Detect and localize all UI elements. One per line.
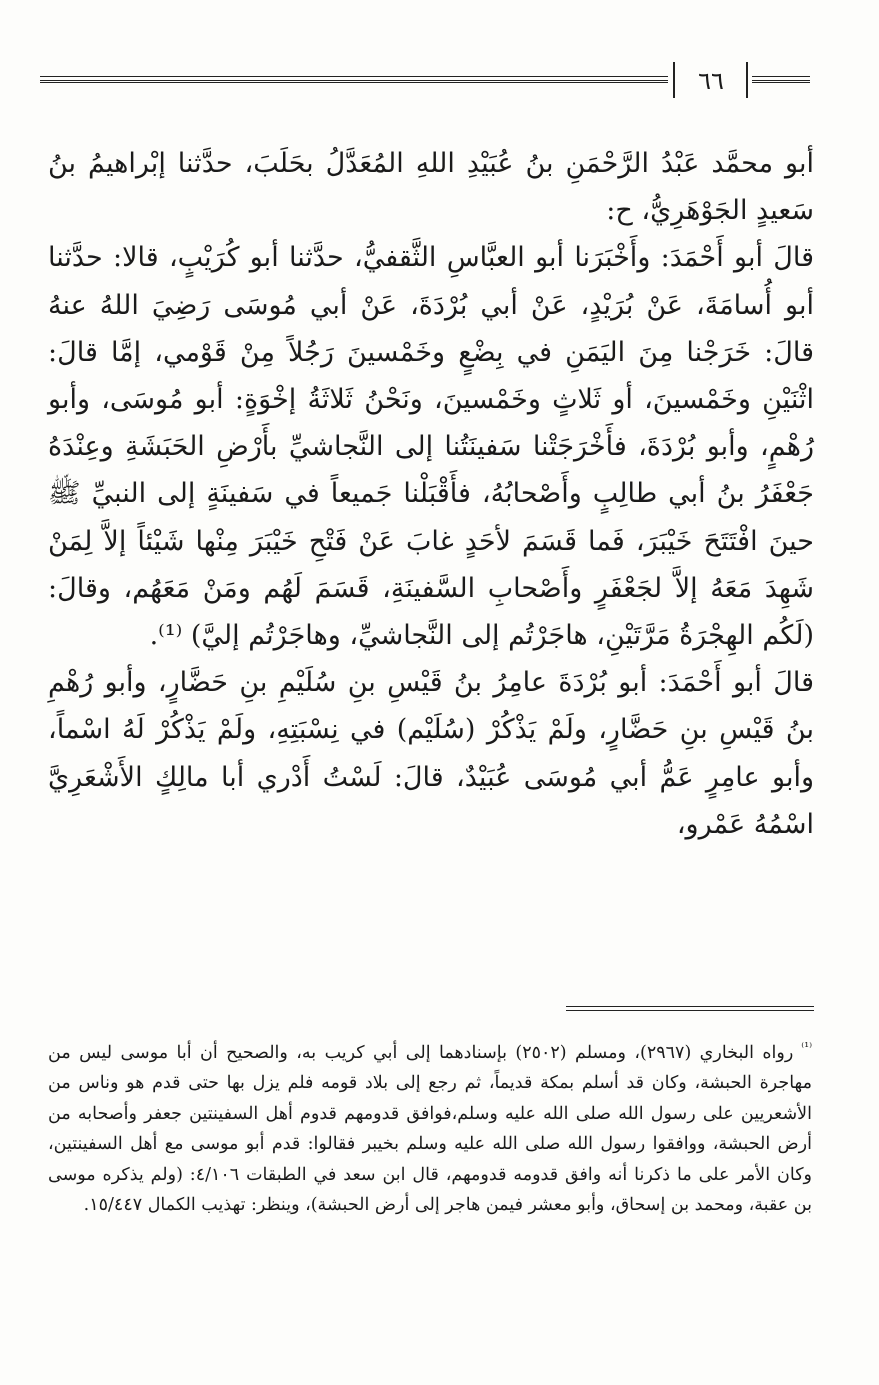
header-bar-left: [673, 62, 675, 98]
footnote-text: رواه البخاري (٢٩٦٧)، ومسلم (٢٥٠٢) بإسنادهما إلى أبي كريب به، والصحيح أن أبا موسى ليس من مهاجرة الحبشة، وكان قد أسلم بمكة قديماً، ثم رجع إلى بلاد قومه فلم يزل بها حتى قدم هو وناس من الأشعريين على رسول الله صلى الله عليه وسلم،فوافق قدومهم قدوم أهل السفينتين جعفر وأصحابه من أرض الحبشة، ووافقوا رسول الله صلى الله عليه وسلم بخيبر فقالوا: قدم أبو موسى مع أهل السفينتين، وكان الأمر على ما ذكرنا أنه وافق قدومه قدومهم، قال ابن سعد في الطبقات ٤/١٠٦: (ولم يذكره موسى بن عقبة، ومحمد بن إسحاق، وأبو معشر فيمن هاجر إلى أرض الحبشة)، وينظر: تهذيب الكمال ١٥/٤٤٧.: [48, 1042, 813, 1216]
paragraph-1: أبو محمَّد عَبْدُ الرَّحْمَنِ بنُ عُبَيْدِ اللهِ المُعَدَّلُ بحَلَبَ، حدَّثنا إبْراهيمُ بنُ سَعيدٍ الجَوْهَرِيُّ، ح:: [48, 148, 814, 227]
header-bar-right: [746, 62, 748, 98]
footnotes: [48, 1032, 812, 1221]
footnote-1: [48, 1032, 812, 1221]
main-text: [48, 140, 814, 848]
paragraph-2: قالَ أبو أَحْمَدَ: وأَخْبَرَنا أبو العبَّاسِ الثَّقفيُّ، حدَّثنا أبو كُرَيْبٍ، قالا: حدَّثنا أبو أُسامَةَ، عَنْ بُرَيْدٍ، عَنْ أبي بُرْدَةَ، عَنْ أبي مُوسَى رَضِيَ اللهُ عنهُ قالَ: خَرَجْنا مِنَ اليَمَنِ في بِضْعٍ وخَمْسينَ رَجُلاً مِنْ قَوْمي، إمَّا قالَ: اثْنَيْنِ وخَمْسينَ، أو ثَلاثٍ وخَمْسينَ، ونَحْنُ ثَلاثَةُ إخْوَةٍ: أبو مُوسَى، وأبو رُهْمٍ، وأبو بُرْدَةَ، فأَخْرَجَتْنا سَفينَتُنا إلى النَّجاشيِّ بأَرْضِ الحَبَشَةِ وعِنْدَهُ جَعْفَرُ بنُ أبي طالِبٍ وأَصْحابُهُ، فأَقْبَلْنا جَميعاً في سَفينَةٍ إلى النبيِّ ﷺ حينَ افْتَتَحَ خَيْبَرَ، فَما قَسَمَ لأحَدٍ غابَ عَنْ فَتْحِ خَيْبَرَ مِنْها شَيْئاً إلاَّ لِمَنْ شَهِدَ مَعَهُ إلاَّ لجَعْفَرٍ وأَصْحابِ السَّفينَةِ، قَسَمَ لَهُم ومَنْ مَعَهُم، وقالَ: (لَكُم الهِجْرَةُ مَرَّتَيْنِ، هاجَرْتُم إلى النَّجاشيِّ، وهاجَرْتُم إليَّ) ⁽¹⁾.: [48, 242, 814, 652]
page-header: [40, 68, 810, 108]
header-rule-left: [40, 76, 668, 83]
footnote-separator: [566, 1006, 814, 1007]
paragraph-3: قالَ أبو أَحْمَدَ: أبو بُرْدَةَ عامِرُ بنُ قَيْسِ بنِ سُلَيْمِ بنِ حَضَّارٍ، وأبو رُهْمِ بنُ قَيْسِ بنِ حَضَّارٍ، ولَمْ يَذْكُرْ (سُلَيْم) في نِسْبَتِهِ، ولَمْ يَذْكُرْ لَهُ اسْماً، وأبو عامِرٍ عَمُّ أبي مُوسَى عُبَيْدٌ، قالَ: لَسْتُ أَدْري أبا مالِكٍ الأَشْعَرِيَّ اسْمُهُ عَمْرو،: [48, 667, 814, 840]
header-rule-right: [752, 76, 810, 83]
footnote-marker: ⁽¹⁾: [801, 1040, 813, 1054]
page-number: ٦٦: [698, 67, 724, 95]
